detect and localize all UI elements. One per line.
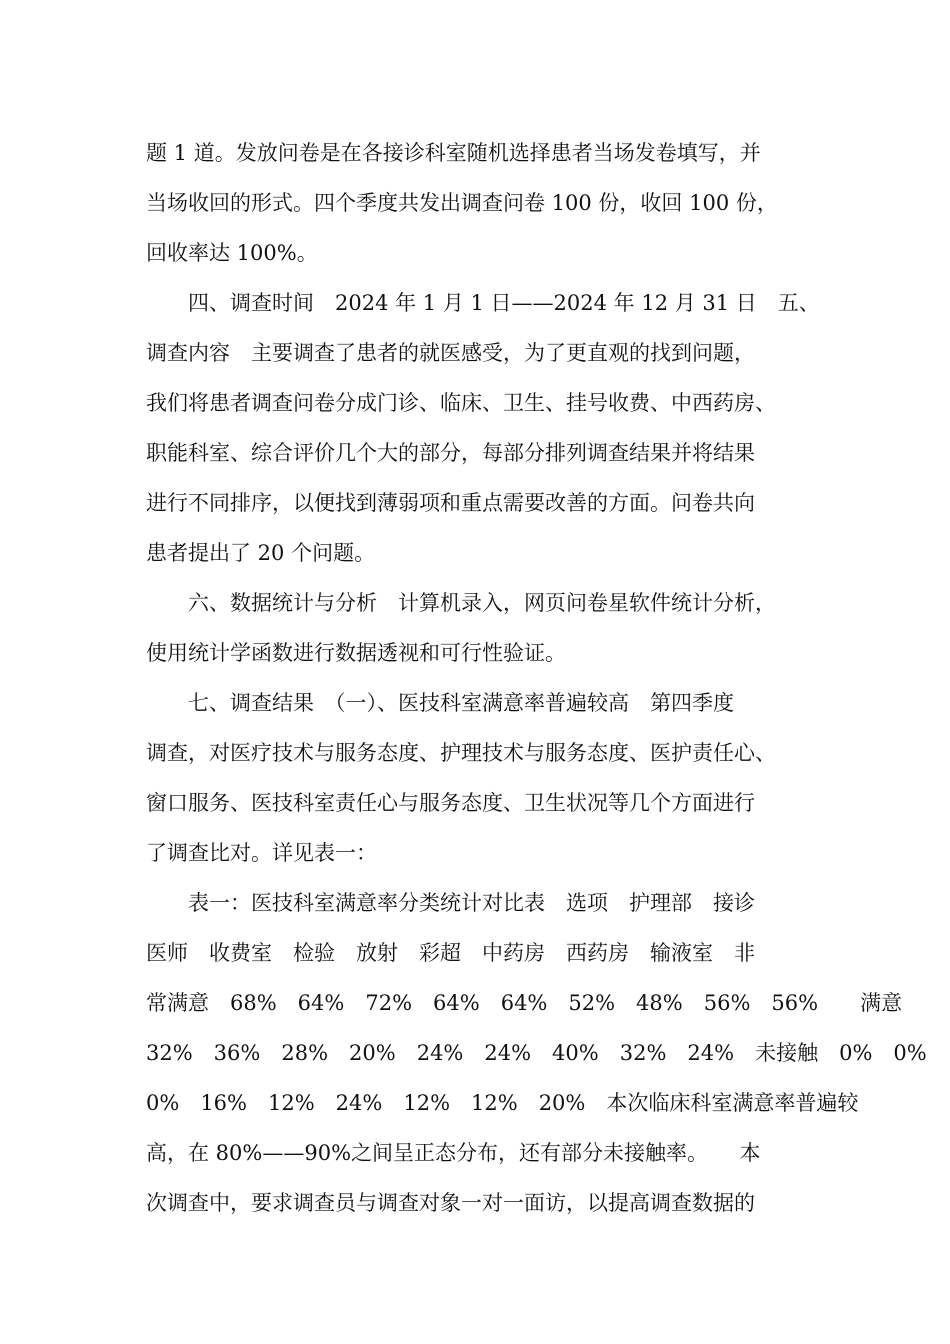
text-line: 患者提出了 20 个问题。 bbox=[146, 541, 376, 565]
document-body bbox=[146, 128, 927, 1228]
table-text-line: 医师 收费室 检验 放射 彩超 中药房 西药房 输液室 非 bbox=[146, 941, 755, 965]
text-line: 调查，对医疗技术与服务态度、护理技术与服务态度、医护责任心、 bbox=[146, 741, 776, 765]
paragraph-heading-line: 四、调查时间 2024 年 1 月 1 日——2024 年 12 月 31 日 五、 bbox=[146, 291, 820, 315]
text-line: 使用统计学函数进行数据透视和可行性验证。 bbox=[146, 641, 566, 665]
text-line: 职能科室、综合评价几个大的部分，每部分排列调查结果并将结果 bbox=[146, 441, 755, 465]
table-text-line: 32% 36% 28% 20% 24% 24% 40% 32% 24% 未接触 0% 0% bbox=[146, 1041, 927, 1065]
table-text-line: 0% 16% 12% 24% 12% 12% 20% 本次临床科室满意率普遍较 bbox=[146, 1091, 859, 1115]
text-line: 次调查中，要求调查员与调查对象一对一面访，以提高调查数据的 bbox=[146, 1191, 755, 1215]
paragraph-heading-line: 七、调查结果 （一）、医技科室满意率普遍较高 第四季度 bbox=[146, 691, 734, 715]
table-caption-line: 表一：医技科室满意率分类统计对比表 选项 护理部 接诊 bbox=[146, 891, 755, 915]
text-line: 了调查比对。详见表一： bbox=[146, 841, 377, 865]
text-line: 我们将患者调查问卷分成门诊、临床、卫生、挂号收费、中西药房、 bbox=[146, 391, 776, 415]
paragraph-heading-line: 六、数据统计与分析 计算机录入，网页问卷星软件统计分析， bbox=[146, 591, 776, 615]
text-line: 题 1 道。发放问卷是在各接诊科室随机选择患者当场发卷填写，并 bbox=[146, 141, 761, 165]
text-line: 窗口服务、医技科室责任心与服务态度、卫生状况等几个方面进行 bbox=[146, 791, 755, 815]
text-line: 当场收回的形式。四个季度共发出调查问卷 100 份，收回 100 份， bbox=[146, 191, 778, 215]
text-line: 调查内容 主要调查了患者的就医感受，为了更直观的找到问题， bbox=[146, 341, 755, 365]
text-line: 进行不同排序，以便找到薄弱项和重点需要改善的方面。问卷共向 bbox=[146, 491, 755, 515]
text-line: 高，在 80%——90%之间呈正态分布，还有部分未接触率。 本 bbox=[146, 1141, 761, 1165]
table-text-line: 常满意 68% 64% 72% 64% 64% 52% 48% 56% 56% 满意 bbox=[146, 991, 903, 1015]
text-line: 回收率达 100%。 bbox=[146, 241, 318, 265]
